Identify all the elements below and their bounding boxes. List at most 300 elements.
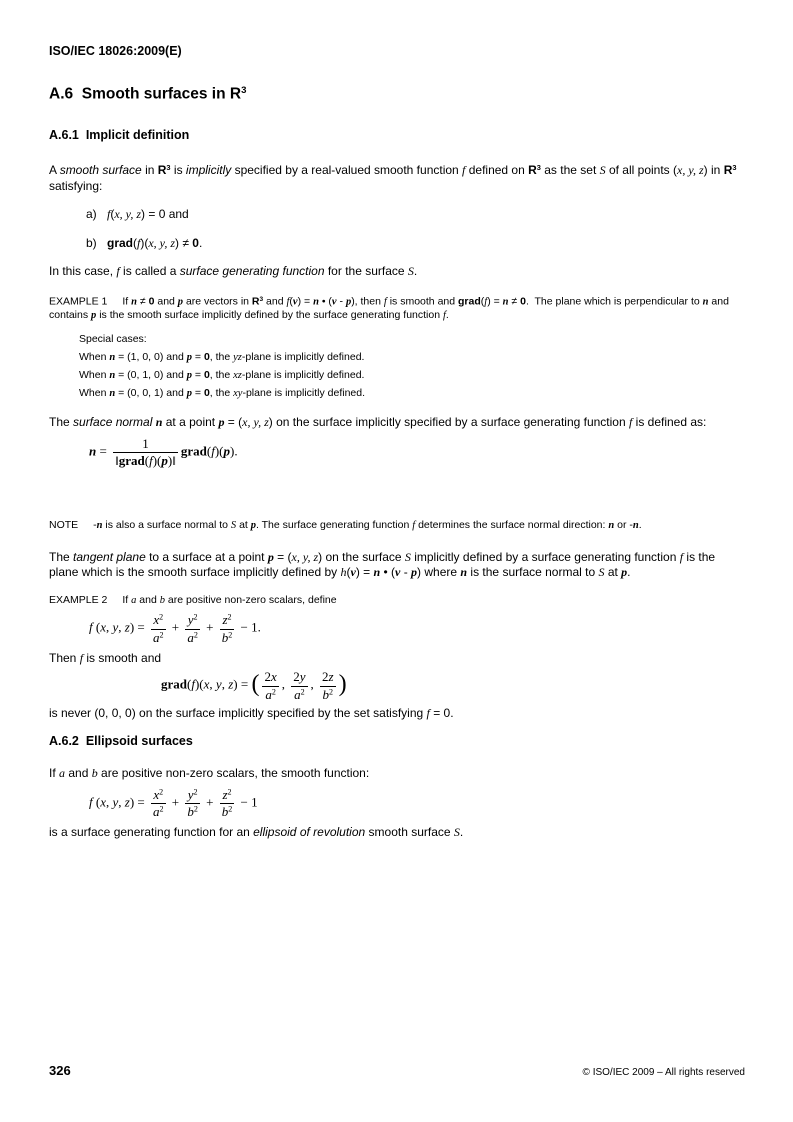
text-run: S xyxy=(453,825,460,840)
text-run: f xyxy=(679,549,684,564)
text-run: ≠ xyxy=(508,295,521,308)
text-run: f xyxy=(383,296,387,308)
text-run: - xyxy=(400,565,412,580)
text-run: = xyxy=(191,387,204,400)
text-run: b xyxy=(322,686,330,702)
text-run: S xyxy=(598,565,605,580)
text-run: f xyxy=(412,520,416,532)
text-run: When xyxy=(79,369,110,382)
text-run: is defined as: xyxy=(632,415,707,430)
text-run: f xyxy=(426,705,430,720)
text-run: , xyxy=(106,794,113,810)
text-run: 2 xyxy=(329,687,334,697)
page-number: 326 xyxy=(49,1063,71,1078)
example-1 xyxy=(49,293,745,323)
text-run: f xyxy=(442,309,446,321)
text-run: ( xyxy=(289,295,293,308)
text-run: f xyxy=(79,650,84,665)
text-run: • ( xyxy=(318,295,332,308)
text-run: and xyxy=(136,593,160,606)
text-run: at xyxy=(604,565,622,580)
text-run: = ( xyxy=(224,415,243,430)
text-run: . The plane which is perpendicular to xyxy=(525,295,703,308)
example-2 xyxy=(49,594,745,608)
list-marker: a) xyxy=(86,207,97,222)
list-item-b xyxy=(86,236,745,252)
text-run: of all points ( xyxy=(605,163,677,178)
text-run: ( xyxy=(92,794,101,810)
text-run: 2 xyxy=(271,687,276,697)
text-run: satisfying: xyxy=(49,178,103,193)
text-run: x xyxy=(203,677,210,693)
text-run: Then xyxy=(49,650,80,665)
text-run: 0 xyxy=(148,295,155,308)
text-run: p xyxy=(621,565,628,580)
text-run: grad xyxy=(107,235,134,250)
text-run: 0 xyxy=(203,387,210,400)
text-run: x, y, z xyxy=(242,415,269,430)
text-run: z xyxy=(124,794,130,810)
text-run: p xyxy=(345,296,352,308)
text-run: )( xyxy=(194,677,204,693)
text-run: x, y, z xyxy=(291,549,319,564)
text-run: xy xyxy=(233,388,243,400)
para-in-this-case xyxy=(49,264,745,280)
text-run: grad xyxy=(161,677,187,693)
text-run: is the surface normal to xyxy=(467,565,599,580)
text-run: f xyxy=(116,264,120,279)
text-run: NOTE xyxy=(49,519,79,532)
para-then-f xyxy=(49,651,745,667)
text-run: , xyxy=(209,677,216,693)
text-run: f xyxy=(89,620,93,636)
text-run: x xyxy=(100,794,106,810)
text-run: ), then xyxy=(351,295,384,308)
special-case-yz xyxy=(79,351,745,364)
text-run: A.6 Smooth surfaces in R xyxy=(49,85,242,103)
text-run: ) = xyxy=(233,677,252,693)
text-run: for the surface xyxy=(324,264,408,279)
text-run: 3 xyxy=(732,163,737,173)
text-run: S xyxy=(407,264,414,279)
text-run: x, y, z xyxy=(114,207,142,222)
text-run: are vectors in xyxy=(183,295,252,308)
text-run: h xyxy=(340,565,347,580)
text-run: n xyxy=(89,443,97,459)
note-surface-normal xyxy=(49,519,745,533)
para-smooth-surface xyxy=(49,160,745,194)
text-run: ellipsoid of revolution xyxy=(253,825,366,840)
text-run: in xyxy=(141,163,158,178)
text-run: . xyxy=(459,825,464,840)
text-run: . xyxy=(638,519,642,532)
text-run: 2 xyxy=(193,630,198,640)
text-run: ( xyxy=(251,671,260,698)
text-run: + xyxy=(168,620,183,636)
text-run: The xyxy=(49,549,74,564)
text-run: a xyxy=(153,804,160,820)
text-run: or - xyxy=(614,519,633,532)
text-run: f xyxy=(149,453,153,469)
section-a61-heading xyxy=(49,128,745,142)
formula-surface-normal xyxy=(89,436,745,470)
text-run: • ( xyxy=(380,565,396,580)
text-run: is xyxy=(170,163,186,178)
fraction xyxy=(220,612,235,646)
text-run: 2 xyxy=(193,787,198,797)
text-run: determines the surface normal direction: xyxy=(415,519,609,532)
text-run: 2 xyxy=(227,787,232,797)
fraction xyxy=(291,669,307,703)
text-run: If xyxy=(49,766,60,781)
text-run: ) = xyxy=(487,295,503,308)
text-run: a xyxy=(265,686,272,702)
text-run: p xyxy=(250,520,256,532)
text-run: b xyxy=(221,629,229,645)
text-run: x xyxy=(153,786,160,802)
text-run: x xyxy=(100,620,106,636)
text-run: )( xyxy=(214,443,224,459)
text-run: as the set xyxy=(540,163,600,178)
text-run: 3 xyxy=(241,85,247,96)
text-run: is a surface generating function for an xyxy=(49,825,254,840)
text-run: n xyxy=(608,520,615,532)
text-run: y xyxy=(187,786,194,802)
text-run: ≠ xyxy=(136,295,149,308)
text-run: ( xyxy=(133,235,138,250)
text-run: When xyxy=(79,387,110,400)
text-run: . xyxy=(445,308,449,321)
text-run: y xyxy=(112,620,119,636)
special-case-xz xyxy=(79,369,745,382)
section-a6-heading xyxy=(49,85,745,103)
text-run: , xyxy=(118,620,125,636)
text-run: − 1 xyxy=(237,794,258,810)
list-item-text xyxy=(107,207,189,223)
text-run: ) = 0 and xyxy=(141,207,189,222)
text-run: yz xyxy=(233,352,242,364)
text-run: ) = xyxy=(129,794,149,810)
text-run: ( xyxy=(92,620,101,636)
text-run: is never (0, 0, 0) on the surface implicitly specified by the set satisfying xyxy=(49,705,427,720)
text-run: A xyxy=(49,163,60,178)
text-run: ‖ xyxy=(172,453,176,469)
text-run: 1 xyxy=(142,435,149,451)
text-run: b xyxy=(159,594,165,606)
formula-ellipsoid xyxy=(89,787,745,821)
text-run: and contains xyxy=(49,295,729,321)
para-tangent-plane xyxy=(49,550,745,581)
text-run: z xyxy=(124,620,130,636)
text-run: and xyxy=(263,295,287,308)
text-run: z xyxy=(222,612,228,628)
text-run: 2 xyxy=(193,613,198,623)
text-run: R xyxy=(528,163,537,178)
text-run: , xyxy=(106,620,113,636)
text-run: S xyxy=(230,520,237,532)
text-run: 2 xyxy=(193,804,198,814)
text-run: p xyxy=(186,370,192,382)
text-run: smooth surface xyxy=(59,163,142,178)
text-run: n xyxy=(460,565,468,580)
text-run: 2 xyxy=(159,804,164,814)
text-run: ) = xyxy=(129,620,149,636)
text-run: x xyxy=(270,669,277,685)
text-run: specified by a real-valued smooth function xyxy=(231,163,463,178)
formula-example2-f xyxy=(89,612,745,646)
text-run: = xyxy=(96,443,111,459)
list-item-text xyxy=(107,236,202,252)
text-run: -plane is implicitly defined. xyxy=(241,351,365,364)
text-run: S xyxy=(599,163,606,178)
text-run: a xyxy=(153,629,160,645)
text-run: ( xyxy=(480,295,485,308)
text-run: When xyxy=(79,351,110,364)
text-run: S xyxy=(404,549,411,564)
text-run: implicitly defined by a surface generating function xyxy=(410,549,680,564)
fraction xyxy=(185,787,200,821)
text-run: ) on the surface xyxy=(318,549,405,564)
text-run: . xyxy=(627,565,631,580)
fraction xyxy=(185,612,200,646)
text-run: If xyxy=(122,295,132,308)
text-run: and xyxy=(154,295,178,308)
copyright-notice: © ISO/IEC 2009 – All rights reserved xyxy=(582,1067,745,1078)
text-run: 0 xyxy=(520,295,526,308)
page-footer xyxy=(49,1063,745,1078)
text-run: = xyxy=(191,369,204,382)
text-run: is also a surface normal to xyxy=(102,519,231,532)
text-run: 2 xyxy=(322,669,329,685)
text-run: = 0. xyxy=(429,705,454,720)
special-cases-intro xyxy=(79,333,745,346)
fraction xyxy=(320,669,336,703)
text-run: n xyxy=(131,296,137,308)
text-run: v xyxy=(292,296,298,308)
text-run: , the xyxy=(209,369,234,382)
text-run: ) xyxy=(338,671,347,698)
text-run: p xyxy=(186,388,192,400)
text-run: ) in xyxy=(703,163,724,178)
text-run: A.6.2 Ellipsoid surfaces xyxy=(49,734,193,749)
running-header: ISO/IEC 18026:2009(E) xyxy=(49,44,182,58)
text-run: 2 xyxy=(159,630,164,640)
text-run: f xyxy=(137,235,141,250)
text-run: 2 xyxy=(293,669,300,685)
text-run: n xyxy=(502,296,509,308)
para-ellipsoid-conclusion xyxy=(49,825,745,841)
text-run: z xyxy=(228,677,234,693)
text-run: b xyxy=(221,804,229,820)
text-run: ) ≠ xyxy=(175,235,193,250)
text-run: is the smooth surface implicitly defined by the surface generating function xyxy=(96,308,443,321)
text-run: n xyxy=(702,296,709,308)
text-run: n xyxy=(313,296,319,308)
section-a62-heading xyxy=(49,734,745,748)
text-run: 3 xyxy=(259,295,264,303)
text-run: + xyxy=(202,620,217,636)
text-run: smooth surface xyxy=(365,825,454,840)
text-run: . The surface generating function xyxy=(256,519,413,532)
text-run: grad xyxy=(118,453,145,469)
text-run: ) = xyxy=(297,295,314,308)
text-run: A.6.1 Implicit definition xyxy=(49,128,190,143)
fraction xyxy=(151,787,166,821)
text-run: 2 xyxy=(228,630,233,640)
fraction xyxy=(151,612,166,646)
text-run: 2 xyxy=(159,613,164,623)
text-run: ‖ xyxy=(115,453,119,469)
text-run: )( xyxy=(152,453,162,469)
text-run: and xyxy=(65,766,92,781)
text-run: f xyxy=(628,415,633,430)
text-run: 3 xyxy=(536,163,541,173)
text-run: b xyxy=(187,804,194,820)
text-run: p xyxy=(186,352,192,364)
text-run: z xyxy=(222,786,228,802)
fraction xyxy=(220,787,235,821)
text-run: v xyxy=(331,296,337,308)
text-run: y xyxy=(215,677,222,693)
content xyxy=(49,85,745,841)
text-run: R xyxy=(157,163,167,178)
text-run: = xyxy=(191,351,204,364)
text-run: a xyxy=(187,629,194,645)
text-run: v xyxy=(395,565,401,580)
text-run: If xyxy=(122,593,132,606)
text-run: z xyxy=(328,669,334,685)
para-is-never xyxy=(49,706,745,722)
text-run: n xyxy=(632,520,639,532)
text-run: x, y, z xyxy=(148,235,176,250)
text-run: -plane is implicitly defined. xyxy=(241,369,365,382)
text-run: implicitly xyxy=(185,163,232,178)
text-run: , xyxy=(221,677,229,693)
text-run: R xyxy=(723,163,733,178)
text-run: = (0, 0, 1) and xyxy=(115,387,187,400)
text-run: surface normal xyxy=(73,415,156,430)
text-run: at a point xyxy=(162,415,219,430)
text-run: - xyxy=(93,519,97,532)
para-ellipsoid-intro xyxy=(49,766,745,782)
text-run: p xyxy=(267,549,274,564)
text-run: to a surface at a point xyxy=(145,549,268,564)
text-run: , xyxy=(310,677,318,693)
text-run: ( xyxy=(144,453,150,469)
text-run: a xyxy=(131,594,137,606)
text-run: . xyxy=(413,264,418,279)
list-item-a xyxy=(86,207,745,223)
text-run: + xyxy=(202,794,217,810)
text-run: f xyxy=(286,296,290,308)
text-run: p xyxy=(218,415,225,430)
text-run: ). xyxy=(230,443,238,459)
text-run: n xyxy=(109,388,116,400)
text-run: y xyxy=(187,612,194,628)
text-run: = ( xyxy=(273,549,292,564)
text-run: − 1. xyxy=(237,620,261,636)
text-run: grad xyxy=(458,295,481,308)
list-marker: b) xyxy=(86,235,97,250)
text-run: . xyxy=(198,235,203,250)
text-run: ) = xyxy=(355,565,374,580)
text-run: are positive non-zero scalars, the smooth function: xyxy=(97,766,370,781)
text-run: f xyxy=(484,296,488,308)
text-run: = (0, 1, 0) and xyxy=(115,369,187,382)
text-run: 2 xyxy=(159,787,164,797)
text-run: , the xyxy=(209,387,234,400)
text-run: p xyxy=(161,453,168,469)
text-run: ( xyxy=(110,207,115,222)
text-run: Special cases: xyxy=(79,333,147,346)
text-run: grad xyxy=(180,443,207,459)
text-run: 3 xyxy=(166,163,171,173)
fraction xyxy=(262,669,278,703)
text-run: EXAMPLE 1 xyxy=(49,295,108,308)
text-run: f xyxy=(211,443,215,459)
formula-example2-grad xyxy=(161,669,745,703)
text-run: f xyxy=(107,207,111,222)
text-run: EXAMPLE 2 xyxy=(49,593,108,606)
text-run: R xyxy=(251,295,260,308)
text-run: 0 xyxy=(192,235,199,250)
text-run: f xyxy=(462,163,466,178)
text-run: is the plane which is the smooth surface implicitly defined by xyxy=(49,549,716,580)
special-case-xy xyxy=(79,387,745,400)
text-run: n xyxy=(155,415,163,430)
text-run: a xyxy=(59,766,66,781)
text-run: 2 xyxy=(228,804,233,814)
text-run: p xyxy=(411,565,418,580)
text-run: is smooth and xyxy=(386,295,458,308)
text-run: f xyxy=(89,794,93,810)
text-run: = (1, 0, 0) and xyxy=(115,351,187,364)
text-run: -plane is implicitly defined. xyxy=(242,387,366,400)
text-run: ) where xyxy=(417,565,461,580)
para-surface-normal xyxy=(49,415,745,431)
text-run: ) on the surface implicitly specified by a surface generating function xyxy=(268,415,629,430)
text-run: 0 xyxy=(203,351,210,364)
text-run: is smooth and xyxy=(83,650,162,665)
text-run: 2 xyxy=(264,669,271,685)
text-run: p xyxy=(177,296,184,308)
text-run: xz xyxy=(233,370,242,382)
text-run: y xyxy=(112,794,119,810)
text-run: x, y, z xyxy=(677,163,704,178)
text-run: The xyxy=(49,415,74,430)
text-run: n xyxy=(109,352,116,364)
text-run: ( xyxy=(187,677,192,693)
text-run: p xyxy=(91,309,97,321)
text-run: at xyxy=(236,519,251,532)
text-run: 2 xyxy=(227,613,232,623)
text-run: are positive non-zero scalars, define xyxy=(165,593,337,606)
text-run: )( xyxy=(140,235,149,250)
text-run: + xyxy=(168,794,183,810)
text-run: is called a xyxy=(119,264,180,279)
text-run: b xyxy=(91,766,98,781)
text-run: f xyxy=(191,677,195,693)
text-run: a xyxy=(294,686,301,702)
text-run: y xyxy=(299,669,306,685)
text-run: , xyxy=(118,794,125,810)
text-run: n xyxy=(373,565,381,580)
text-run: ) xyxy=(167,453,173,469)
text-run: p xyxy=(223,443,231,459)
text-run: , xyxy=(281,677,289,693)
text-run: v xyxy=(350,565,356,580)
fraction xyxy=(113,436,178,470)
